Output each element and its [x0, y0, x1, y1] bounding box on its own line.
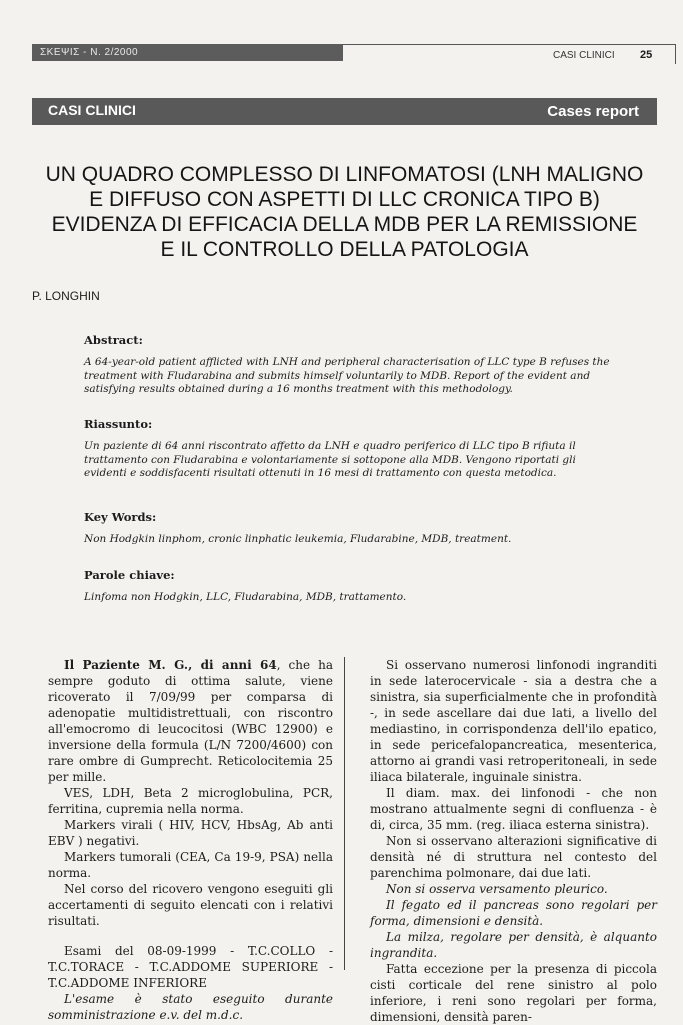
section-banner: [32, 98, 657, 125]
banner-left-label: CASI CLINICI: [48, 102, 136, 118]
paragraph: Si osservano numerosi linfonodi ingranditi in sede laterocervicale - sia a destra che a sinistra, sia superficialmente che in profondità -, in sede ascellare dai due lati, a livello del mediastino, in corrispondenza dell'ilo epatico, in sede pericefalopancreatica, mesenterica, attorno ai grandi vasi retroperitoneali, in sede iliaca bilaterale, inguinale sinistra.: [370, 658, 657, 784]
body-column-right: [370, 657, 657, 1025]
patient-intro: Il Paziente M. G., di anni 64: [64, 658, 277, 672]
paragraph: L'esame è stato eseguito durante somministrazione e.v. del m.d.c.: [48, 992, 333, 1022]
parole-chiave-heading: Parole chiave:: [84, 568, 175, 582]
riassunto-heading: Riassunto:: [84, 417, 153, 431]
title-line: EVIDENZA DI EFFICACIA DELLA MDB PER LA REMISSIONE: [51, 213, 638, 236]
body-column-left: [48, 657, 333, 1023]
paragraph: Non si osservano alterazioni significative di densità né di struttura nel contesto del parenchima polmonare, dai due lati.: [370, 834, 657, 880]
riassunto-section: [84, 417, 614, 481]
keywords-heading: Key Words:: [84, 510, 157, 524]
paragraph: Nel corso del ricovero vengono eseguiti gli accertamenti di seguito elencati con i relativi risultati.: [48, 882, 333, 928]
title-line: UN QUADRO COMPLESSO DI LINFOMATOSI (LNH MALIGNO: [45, 163, 644, 186]
title-line: E DIFFUSO CON ASPETTI DI LLC CRONICA TIPO B): [89, 188, 600, 211]
keywords-section: [84, 510, 614, 547]
header-vertical-rule: [675, 44, 676, 64]
abstract-text: A 64-year-old patient afflicted with LNH and peripheral characterisation of LLC type B refuses the treatment with Fludarabina and submits himself voluntarily to MDB. Report of the evident and satisfying results obtained during a 16 months treatment with this methodology.: [84, 356, 610, 395]
abstract-heading: Abstract:: [84, 333, 143, 347]
paragraph: Fatta eccezione per la presenza di piccola cisti corticale del rene sinistro al polo inferiore, i reni sono regolari per forma, dimensioni, densità paren-: [370, 962, 657, 1024]
paragraph: [48, 657, 333, 785]
riassunto-text: Un paziente di 64 anni riscontrato affetto da LNH e quadro periferico di LLC tipo B rifiuta il trattamento con Fludarabina e volontariamente si sottopone alla MDB. Vengono riportati gli evidenti e soddisfacenti risultati ottenuti in 16 mesi di trattamento con questa metodica.: [84, 440, 576, 479]
article-title: [32, 162, 657, 262]
parole-chiave-text: Linfoma non Hodgkin, LLC, Fludarabina, MDB, trattamento.: [84, 591, 407, 603]
paragraph: VES, LDH, Beta 2 microglobulina, PCR, ferritina, cupremia nella norma.: [48, 786, 333, 816]
paragraph: La milza, regolare per densità, è alquanto ingrandita.: [370, 930, 657, 960]
header-rule: [343, 44, 675, 45]
banner-right-label: Cases report: [547, 103, 639, 120]
paragraph: Markers virali ( HIV, HCV, HbsAg, Ab anti EBV ) negativi.: [48, 818, 333, 848]
parole-chiave-section: [84, 568, 614, 605]
paragraph: Non si osserva versamento pleurico.: [386, 882, 608, 896]
journal-header: ΣΚΕΨΙΣ - N. 2/2000: [32, 44, 343, 61]
abstract-section: [84, 333, 614, 397]
page-number: 25: [640, 49, 653, 61]
title-line: E IL CONTROLLO DELLA PATOLOGIA: [160, 238, 529, 261]
keywords-text: Non Hodgkin linphom, cronic linphatic leukemia, Fludarabine, MDB, treatment.: [84, 533, 512, 545]
paragraph: Il diam. max. dei linfonodi - che non mostrano attualmente segni di confluenza - è di, circa, 35 mm. (reg. iliaca esterna sinistra).: [370, 786, 657, 832]
paragraph-text: , che ha sempre goduto di ottima salute, viene ricoverato il 7/09/99 per comparsa di adenopatie multidistrettuali, con riscontro all'emocromo di leucocitosi (WBC 12900) e inversione della formula (L/N 7200/4600) con rare ombre di Gumprecht. Reticolocitemia 25 per mille.: [48, 658, 333, 784]
paragraph: Esami del 08-09-1999 - T.C.COLLO - T.C.TORACE - T.C.ADDOME SUPERIORE - T.C.ADDOME INFERIORE: [48, 944, 333, 990]
author: P. LONGHIN: [32, 289, 100, 303]
running-section-label: CASI CLINICI: [553, 50, 615, 61]
column-divider: [344, 657, 345, 970]
paragraph: Markers tumorali (CEA, Ca 19-9, PSA) nella norma.: [48, 850, 333, 880]
paragraph: Il fegato ed il pancreas sono regolari per forma, dimensioni e densità.: [370, 898, 657, 928]
